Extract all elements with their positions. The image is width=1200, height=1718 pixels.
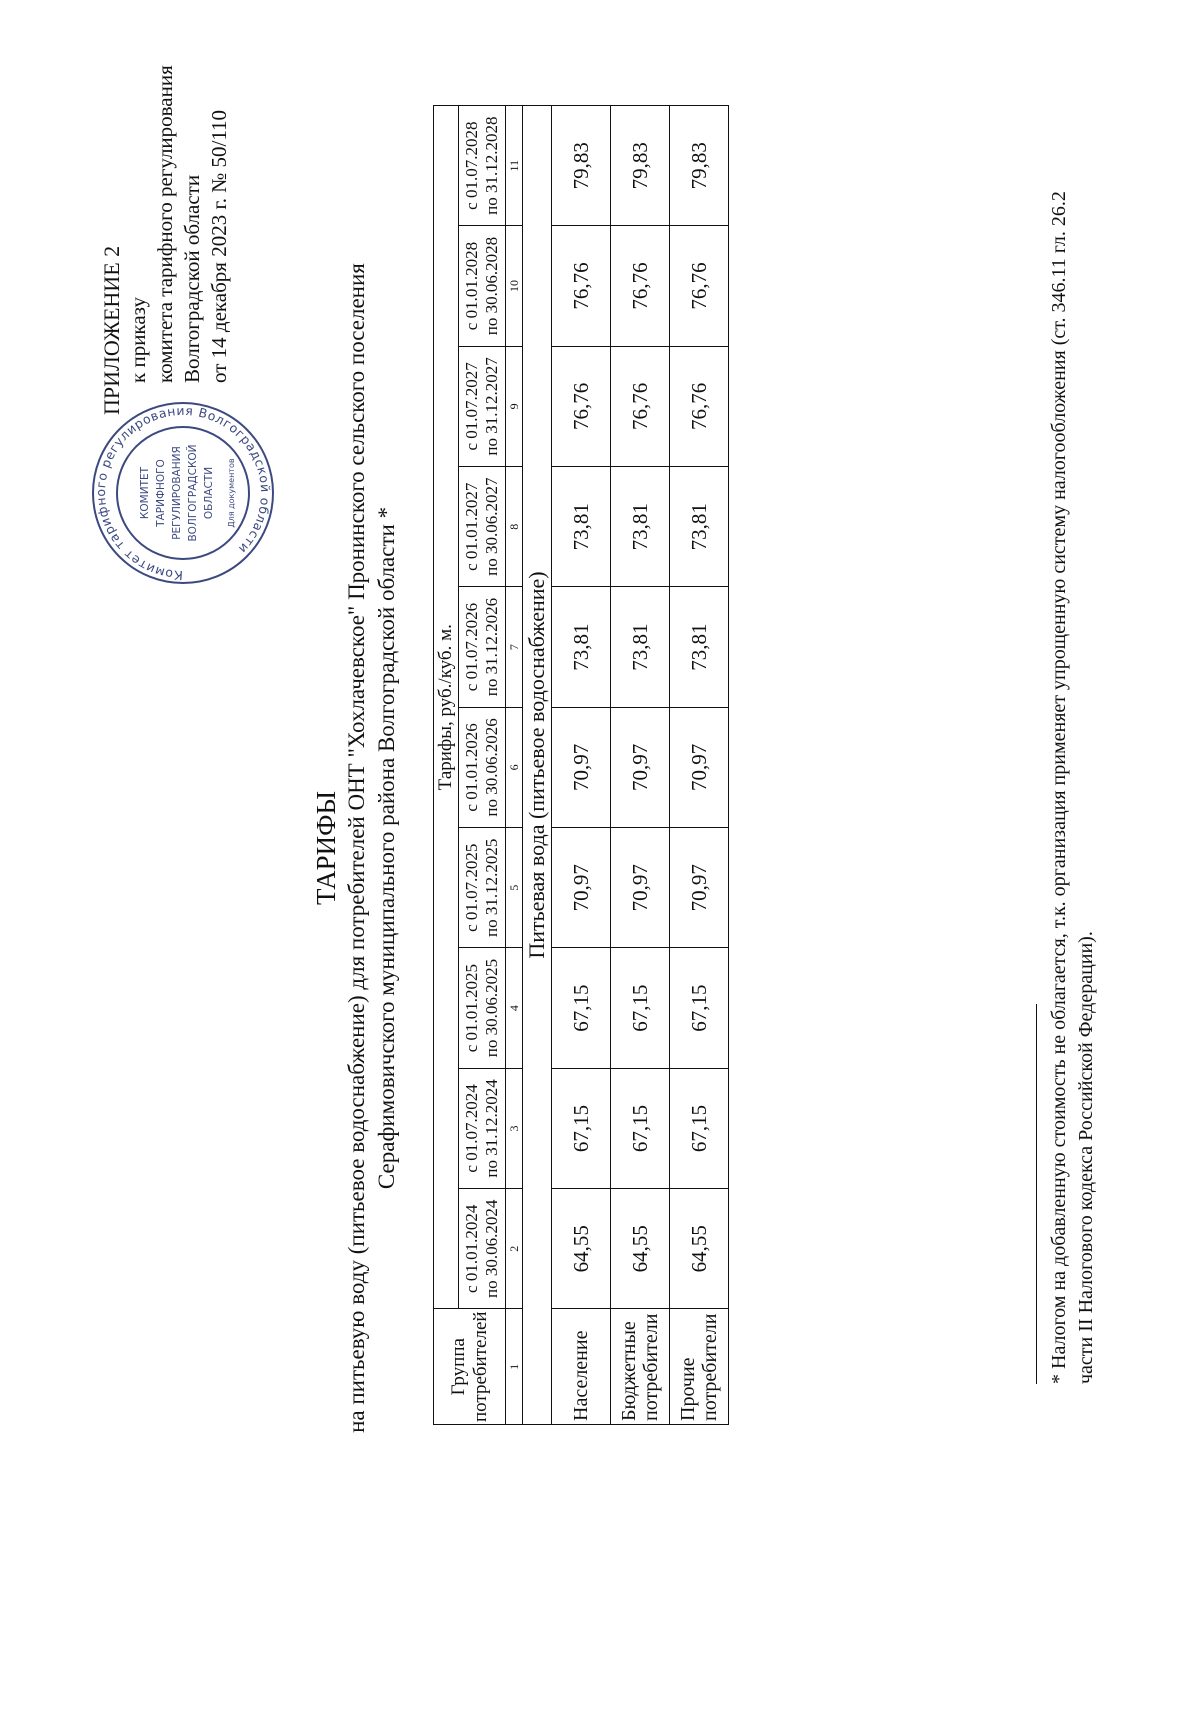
tariff-value-cell: 79,83 <box>670 106 729 226</box>
column-number: 3 <box>506 1068 523 1188</box>
document-title: ТАРИФЫ <box>311 790 341 906</box>
footnote <box>1046 104 1100 1384</box>
period-header <box>459 587 506 707</box>
appendix-line-3: Волгоградской области <box>180 174 204 383</box>
period-header <box>459 828 506 948</box>
document-subtitle-line-1: на питьевую воду (питьевое водоснабжение) для потребителей ОНТ "Хохлачевское" Пронинского сельского поселения <box>344 263 369 1433</box>
document-title-block <box>310 128 402 1568</box>
tariff-value-cell: 67,15 <box>670 948 729 1068</box>
stamp-inner-line-1: КОМИТЕТ <box>139 466 151 520</box>
period-header <box>459 226 506 346</box>
period-header-line: по 31.12.2024 <box>482 1079 501 1178</box>
period-header-line: по 30.06.2028 <box>482 236 501 336</box>
tariff-value-cell: 76,76 <box>670 226 729 346</box>
tariff-value-cell: 70,97 <box>670 828 729 948</box>
period-header-line: по 30.06.2026 <box>482 718 501 817</box>
stamp-inner-line-2: ТАРИФНОГО <box>155 459 167 527</box>
period-header-line: с 01.07.2028 <box>462 121 481 210</box>
tariff-value-cell: 70,97 <box>611 707 670 827</box>
period-header-line: с 01.01.2024 <box>462 1204 481 1293</box>
column-number: 6 <box>506 707 523 827</box>
tariff-value-cell: 64,55 <box>552 1189 611 1309</box>
period-header-line: с 01.07.2024 <box>462 1084 481 1173</box>
stamp-bottom-text: Для документов <box>227 458 236 528</box>
group-header: Группа потребителей <box>434 1309 506 1425</box>
tariff-value-cell: 67,15 <box>552 1068 611 1188</box>
tariff-value-cell: 76,76 <box>670 346 729 466</box>
consumer-group-cell <box>611 1309 670 1425</box>
stamp-inner-line-3: РЕГУЛИРОВАНИЯ <box>171 446 183 540</box>
period-header <box>459 948 506 1068</box>
tariff-value-cell: 73,81 <box>670 587 729 707</box>
period-header <box>459 1189 506 1309</box>
period-header-line: с 01.07.2026 <box>462 602 481 692</box>
period-header-line: с 01.07.2025 <box>462 843 481 932</box>
tariff-value-cell: 70,97 <box>611 828 670 948</box>
appendix-title: ПРИЛОЖЕНИЕ 2 <box>99 245 124 415</box>
column-number: 7 <box>506 587 523 707</box>
column-number: 5 <box>506 828 523 948</box>
period-header <box>459 1068 506 1188</box>
consumer-group-label: потребители <box>699 1313 721 1421</box>
period-header-line: по 31.12.2027 <box>482 357 501 456</box>
stamp-inner-line-5: ОБЛАСТИ <box>203 466 215 520</box>
footnote-line-2: части II Налогового кодекса Российской Федерации). <box>1075 931 1097 1384</box>
period-header-line: с 01.01.2026 <box>462 723 481 812</box>
period-header-line: по 31.12.2025 <box>482 838 501 937</box>
column-number: 9 <box>506 346 523 466</box>
tariff-header: Тарифы, руб./куб. м. <box>434 106 459 1309</box>
tariff-value-cell: 76,76 <box>611 226 670 346</box>
tariff-value-cell: 73,81 <box>552 467 611 587</box>
tariff-value-cell: 67,15 <box>670 1068 729 1188</box>
period-header <box>459 346 506 466</box>
consumer-group-cell <box>670 1309 729 1425</box>
column-number: 2 <box>506 1189 523 1309</box>
period-header-line: по 30.06.2025 <box>482 958 501 1058</box>
column-number: 8 <box>506 467 523 587</box>
footnote-line-1: * Налогом на добавленную стоимость не облагается, т.к. организация применяет упрощенную систему налогообложения (ст. 346.11 гл. 26.2 <box>1048 191 1070 1384</box>
svg-text:Комитет тарифного регулировани <box>93 403 273 583</box>
period-header-line: с 01.01.2027 <box>462 482 481 571</box>
consumer-group-label: Прочие <box>677 1357 699 1421</box>
column-number: 1 <box>506 1309 523 1425</box>
appendix-line-1: к приказу <box>126 297 150 383</box>
tariff-value-cell: 67,15 <box>552 948 611 1068</box>
period-header-line: с 01.07.2027 <box>462 362 481 451</box>
period-header-row <box>459 106 506 1425</box>
consumer-group-label: Население <box>570 1330 592 1421</box>
period-header-line: по 31.12.2026 <box>482 597 501 697</box>
tariff-value-cell: 76,76 <box>552 346 611 466</box>
document-subtitle-line-2: Серафимовичского муниципального района Волгоградской области * <box>374 506 399 1190</box>
appendix-line-4: от 14 декабря 2023 г. № 50/110 <box>207 109 231 383</box>
tariff-value-cell: 73,81 <box>611 467 670 587</box>
period-header-line: по 30.06.2024 <box>482 1199 501 1298</box>
tariff-value-cell: 70,97 <box>552 707 611 827</box>
table-row <box>611 106 670 1425</box>
period-header <box>459 707 506 827</box>
period-header-line: с 01.01.2028 <box>462 241 481 331</box>
tariff-value-cell: 79,83 <box>552 106 611 226</box>
tariff-value-cell: 73,81 <box>552 587 611 707</box>
consumer-group-label: Бюджетные <box>618 1321 640 1421</box>
period-header-line: по 30.06.2027 <box>482 477 501 576</box>
tariff-value-cell: 73,81 <box>670 467 729 587</box>
tariff-value-cell: 73,81 <box>611 587 670 707</box>
tariff-value-cell: 67,15 <box>611 948 670 1068</box>
table-row <box>552 106 611 1425</box>
period-header-line: по 31.12.2028 <box>482 116 501 215</box>
period-header <box>459 106 506 226</box>
tariff-value-cell: 64,55 <box>611 1189 670 1309</box>
tariff-value-cell: 76,76 <box>552 226 611 346</box>
column-number-row <box>506 106 523 1425</box>
section-header: Питьевая вода (питьевое водоснабжение) <box>523 106 552 1425</box>
column-number: 11 <box>506 106 523 226</box>
appendix-line-2: комитета тарифного регулирования <box>153 65 177 383</box>
period-header <box>459 467 506 587</box>
tariff-table <box>433 105 729 1425</box>
column-number: 10 <box>506 226 523 346</box>
tariff-value-cell: 79,83 <box>611 106 670 226</box>
stamp-inner-line-4: ВОЛГОГРАДСКОЙ <box>187 444 199 542</box>
footnote-separator <box>1036 1004 1037 1384</box>
table-row <box>670 106 729 1425</box>
stamp-outer-text: Комитет тарифного регулирования Волгоградской области <box>92 402 274 584</box>
tariff-value-cell: 70,97 <box>552 828 611 948</box>
tariff-value-cell: 76,76 <box>611 346 670 466</box>
tariff-value-cell: 64,55 <box>670 1189 729 1309</box>
consumer-group-label: потребители <box>640 1313 662 1421</box>
tariff-value-cell: 67,15 <box>611 1068 670 1188</box>
consumer-group-cell <box>552 1309 611 1425</box>
official-seal-stamp <box>88 398 278 588</box>
column-number: 4 <box>506 948 523 1068</box>
tariff-value-cell: 70,97 <box>670 707 729 827</box>
period-header-line: с 01.01.2025 <box>462 963 481 1053</box>
